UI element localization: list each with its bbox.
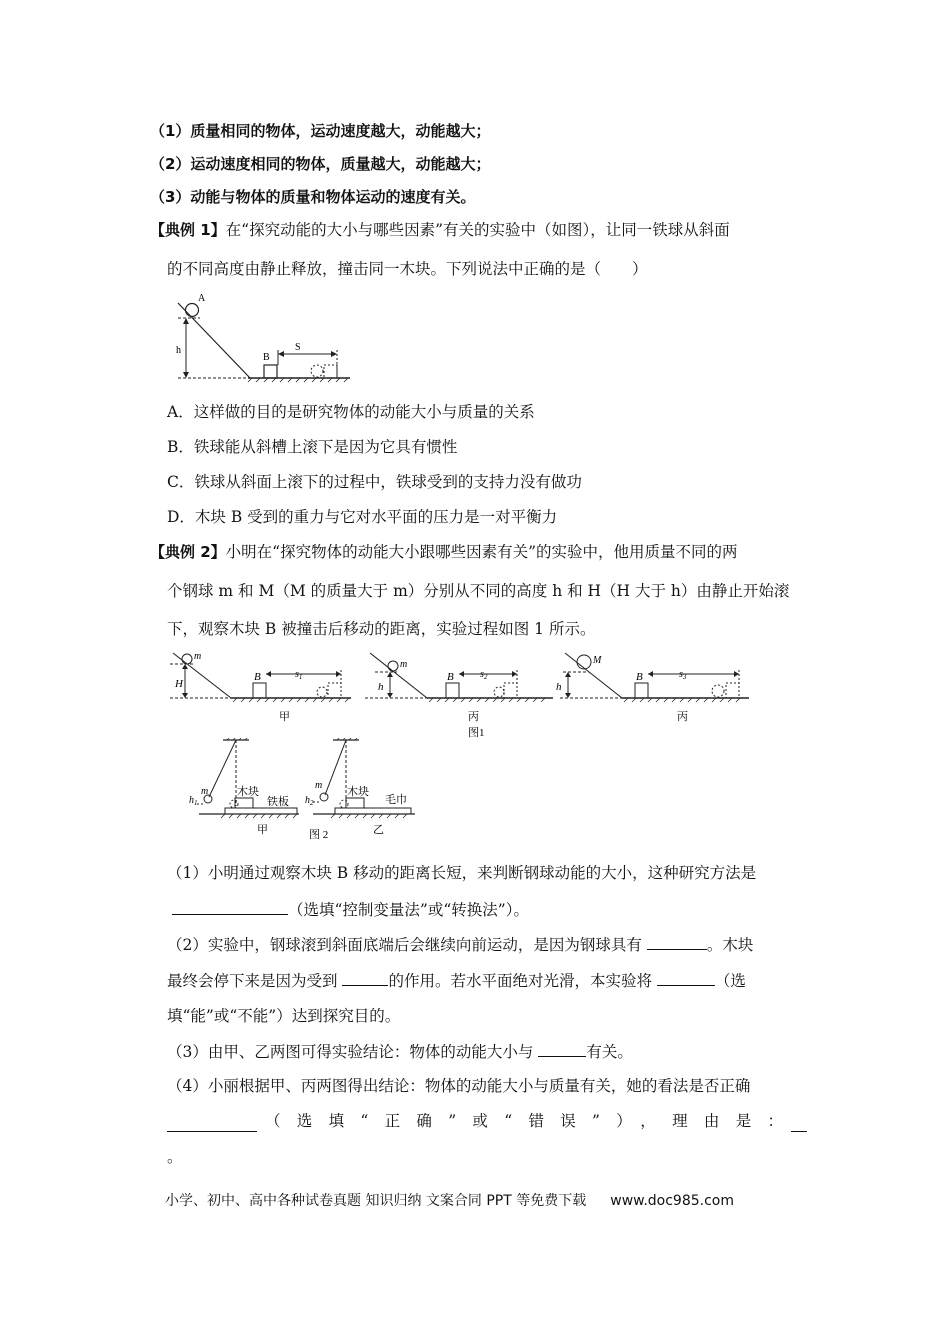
option-d: D．木块 B 受到的重力与它对水平面的压力是一对平衡力 [167, 508, 558, 526]
q3-text-1: （3）由甲、乙两图可得实验结论：物体的动能大小与 [167, 1043, 534, 1061]
ball-label: A [198, 293, 206, 304]
example1-line-1 [150, 219, 730, 241]
example2-line-3: 下，观察木块 B 被撞击后移动的距离，实验过程如图 1 所示。 [167, 620, 596, 638]
q2-line-2 [167, 969, 746, 992]
figure1-yi-dist: $s_2$ [480, 669, 488, 681]
figure1-bing-height: h [556, 681, 562, 693]
example1-incline-figure [170, 290, 360, 386]
footer-text: 小学、初中、高中各种试卷真题 知识归纳 文案合同 PPT 等免费下载 [165, 1193, 587, 1209]
q2-blank-1[interactable] [647, 933, 707, 950]
figure2-jia-block: 木块 [237, 786, 259, 798]
summary-line-2: （2）运动速度相同的物体，质量越大，动能越大； [150, 155, 491, 173]
figure1-bing-block: B [636, 671, 643, 683]
q2-text-4: 的作用。若水平面绝对光滑，本实验将 [388, 972, 652, 990]
figure1-panel-yi [365, 653, 553, 723]
example2-line-2: 个钢球 m 和 M（M 的质量大于 m）分别从不同的高度 h 和 H（H 大于 h）由静止开始滚 [167, 582, 790, 600]
q4-blank-2[interactable] [791, 1115, 807, 1132]
figure1-jia-block: B [254, 671, 261, 683]
footer [165, 1190, 734, 1212]
figure2-jia-ball: m [201, 786, 209, 797]
figure1-jia-ball: m [194, 651, 202, 662]
block-b [264, 365, 277, 378]
q2-text-5: （选 [714, 972, 746, 990]
example1-text-1: 在“探究动能的大小与哪些因素”有关的实验中（如图），让同一铁球从斜面 [225, 221, 730, 239]
q3-blank[interactable] [538, 1040, 586, 1057]
figure1-jia-label: 甲 [279, 711, 290, 723]
figure2-yi-block: 木块 [347, 786, 369, 798]
q1-text-2: （选填“控制变量法”或“转换法”）。 [288, 901, 529, 919]
example2-tag: 【典例 2】 [150, 543, 226, 561]
q4-line-1: （4）小丽根据甲、丙两图得出结论：物体的动能大小与质量有关，她的看法是否正确 [167, 1077, 751, 1095]
footer-url[interactable]: www.doc985.com [610, 1193, 734, 1209]
option-a: A．这样做的目的是研究物体的动能大小与质量的关系 [167, 403, 535, 421]
figure2-yi-ball: m [315, 780, 323, 791]
figure2-yi-label: 乙 [373, 824, 384, 836]
figure1-yi-block: B [447, 671, 454, 683]
q3-line [167, 1040, 633, 1063]
block-label: B [263, 352, 270, 363]
summary-line-1: （1）质量相同的物体，运动速度越大，动能越大； [150, 122, 491, 140]
figure1-jia-dist: $s_1$ [295, 669, 303, 681]
figure1-caption: 图1 [468, 727, 485, 738]
figure1-bing-label: 丙 [677, 711, 688, 723]
q1-line-2 [172, 898, 529, 921]
figure1 [165, 650, 765, 738]
q2-text-1: （2）实验中，钢球滚到斜面底端后会继续向前运动，是因为钢球具有 [167, 936, 642, 954]
figure2-panel-jia [189, 738, 299, 836]
distance-label: S [295, 342, 301, 353]
figure1-bing-dist: $s_3$ [679, 669, 687, 681]
figure1-yi-ball: m [400, 659, 408, 670]
option-c: C．铁球从斜面上滚下的过程中，铁球受到的支持力没有做功 [167, 473, 582, 491]
figure2-jia-surface: 铁板 [267, 796, 289, 808]
option-b: B．铁球能从斜槽上滚下是因为它具有惯性 [167, 438, 458, 456]
figure2-jia-height: $h_1$ [189, 795, 198, 807]
example2-line-1 [150, 541, 738, 563]
q2-line-1 [167, 933, 753, 956]
figure2 [185, 738, 425, 848]
ball-a [186, 304, 199, 317]
q3-text-2: 有关。 [586, 1043, 633, 1061]
q4-line-3: 。 [167, 1148, 183, 1166]
figure2-caption: 图 2 [309, 829, 329, 841]
figure1-yi-label: 丙 [468, 711, 479, 723]
figure1-jia-height: H [175, 678, 183, 690]
q2-blank-3[interactable] [657, 969, 715, 986]
height-label: h [176, 345, 181, 356]
q2-text-3: 最终会停下来是因为受到 [167, 972, 338, 990]
figure1-panel-jia [170, 651, 351, 723]
q2-line-3: 填“能”或“不能”）达到探究目的。 [167, 1007, 401, 1025]
figure1-yi-height: h [378, 681, 384, 693]
figure2-yi-surface: 毛巾 [385, 794, 407, 806]
q4-blank-1[interactable] [167, 1115, 257, 1132]
example1-line-2: 的不同高度由静止释放，撞击同一木块。下列说法中正确的是（ ） [167, 260, 648, 278]
figure1-panel-bing [556, 653, 749, 723]
example1-tag: 【典例 1】 [150, 221, 226, 239]
figure2-panel-yi [305, 738, 415, 836]
q1-line-1: （1）小明通过观察木块 B 移动的距离长短，来判断钢球动能的大小，这种研究方法是 [167, 864, 757, 882]
example2-text-1: 小明在“探究物体的动能大小跟哪些因素有关”的实验中，他用质量不同的两 [225, 543, 738, 561]
figure2-jia-label: 甲 [257, 824, 268, 836]
q4-line-2 [167, 1110, 807, 1132]
q2-blank-2[interactable] [342, 969, 388, 986]
figure2-yi-height: $h_2$ [305, 795, 314, 807]
q2-text-2: 。木块 [706, 936, 754, 954]
q1-answer-blank[interactable] [172, 898, 288, 915]
summary-line-3: （3）动能与物体的质量和物体运动的速度有关。 [150, 188, 476, 206]
q4-text-2: （选填“正确”或“错误”），理由是： [265, 1112, 783, 1130]
figure1-bing-ball: M [593, 655, 602, 666]
